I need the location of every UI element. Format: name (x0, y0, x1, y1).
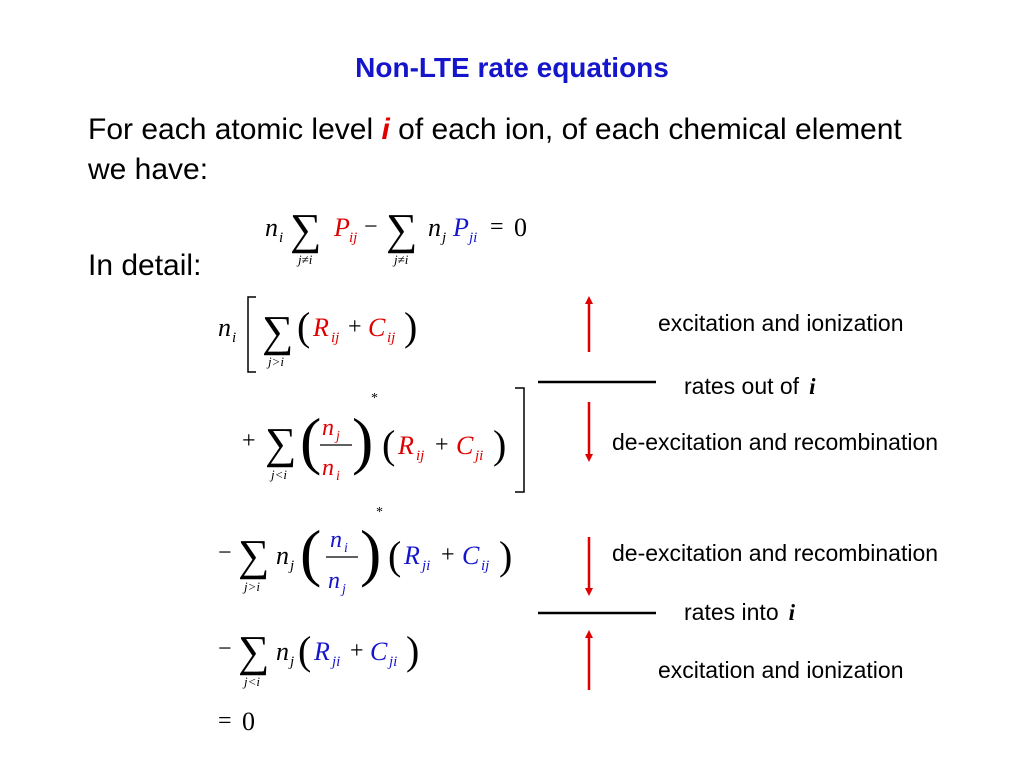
label-deexcitation-in: de-excitation and recombination (612, 540, 939, 566)
svg-text:i: i (344, 541, 348, 556)
svg-text:(: ( (297, 304, 311, 349)
svg-text:n: n (328, 568, 340, 594)
svg-text:−: − (218, 636, 232, 662)
svg-text:C: C (370, 637, 388, 666)
svg-text:∑: ∑ (262, 307, 294, 356)
svg-text:+: + (242, 428, 256, 454)
svg-text:P: P (334, 213, 350, 242)
svg-text:+: + (350, 638, 364, 664)
svg-text:j: j (336, 429, 340, 444)
svg-text:(: ( (300, 517, 322, 588)
svg-text:(: ( (388, 533, 402, 578)
svg-text:R: R (313, 313, 329, 342)
intro-level-variable: i (381, 113, 390, 146)
svg-text:ji: ji (422, 558, 431, 574)
label-excitation-in: excitation and ionization (658, 657, 904, 683)
svg-text:n: n (330, 527, 342, 553)
svg-text:R: R (404, 541, 420, 570)
svg-text:ij: ij (387, 330, 396, 346)
label-excitation-out: excitation and ionization (658, 310, 904, 336)
svg-text:n: n (276, 541, 289, 570)
svg-text:+: + (348, 314, 362, 340)
svg-text:C: C (368, 313, 386, 342)
svg-text:(: ( (298, 628, 312, 673)
svg-text:n: n (322, 415, 334, 441)
svg-text:∑: ∑ (386, 205, 418, 254)
svg-text:i: i (336, 469, 340, 484)
svg-text:i: i (279, 230, 284, 246)
svg-text:j: j (442, 230, 447, 246)
svg-text:ij: ij (349, 230, 358, 246)
svg-text:=: = (490, 214, 504, 240)
svg-text:*: * (376, 505, 383, 520)
svg-text:j>i: j>i (268, 354, 284, 369)
intro-after: of each ion, of each chemical element we have: (88, 113, 902, 186)
svg-text:P: P (453, 213, 469, 242)
svg-text:(: ( (382, 422, 396, 467)
svg-text:∑: ∑ (238, 627, 270, 676)
svg-text:): ) (406, 628, 420, 673)
svg-text:n: n (265, 213, 278, 242)
svg-text:ji: ji (475, 448, 484, 464)
rates-in-variable: i (788, 600, 795, 625)
svg-text:n: n (218, 313, 231, 342)
svg-text:j<i: j<i (244, 674, 260, 689)
label-deexcitation-out: de-excitation and recombination (612, 429, 939, 455)
svg-text:j: j (290, 558, 295, 574)
svg-text:=: = (218, 708, 232, 734)
svg-text:ij: ij (416, 448, 425, 464)
svg-text:∑: ∑ (265, 419, 297, 468)
svg-text:ij: ij (331, 330, 340, 346)
svg-text:): ) (352, 405, 374, 476)
svg-text:∑: ∑ (238, 531, 270, 580)
svg-text:j≠i: j≠i (298, 252, 313, 267)
svg-text:−: − (364, 214, 378, 240)
svg-text:R: R (398, 431, 414, 460)
detail-label: In detail: (88, 249, 202, 282)
svg-text:n: n (276, 637, 289, 666)
svg-text:i: i (232, 330, 237, 346)
svg-text:C: C (456, 431, 474, 460)
svg-text:n: n (428, 213, 441, 242)
svg-text:n: n (322, 455, 334, 481)
svg-text:): ) (404, 304, 418, 349)
level-diagram (538, 300, 656, 690)
svg-text:0: 0 (242, 707, 255, 736)
label-rates-in (684, 599, 795, 626)
rates-in-text: rates into (684, 599, 779, 625)
svg-text:j<i: j<i (271, 467, 287, 482)
main-equation (265, 205, 527, 267)
svg-text:j≠i: j≠i (394, 252, 409, 267)
rates-out-variable: i (809, 374, 816, 399)
svg-text:ij: ij (481, 558, 490, 574)
svg-text:∑: ∑ (290, 205, 322, 254)
svg-text:R: R (314, 637, 330, 666)
svg-text:ji: ji (389, 654, 398, 670)
svg-text:0: 0 (514, 213, 527, 242)
svg-text:(: ( (300, 405, 322, 476)
svg-text:C: C (462, 541, 480, 570)
svg-text:+: + (435, 432, 449, 458)
svg-text:ji: ji (469, 230, 478, 246)
svg-text:−: − (218, 540, 232, 566)
svg-text:j: j (290, 654, 295, 670)
svg-text:): ) (493, 422, 507, 467)
svg-text:+: + (441, 542, 455, 568)
svg-text:): ) (360, 517, 382, 588)
svg-text:ji: ji (332, 654, 341, 670)
slide-title: Non-LTE rate equations (355, 52, 669, 83)
intro-before: For each atomic level (88, 113, 382, 146)
svg-text:): ) (499, 533, 513, 578)
detail-equation (218, 297, 524, 736)
label-rates-out (684, 373, 815, 400)
svg-text:j>i: j>i (244, 579, 260, 594)
svg-text:j: j (342, 582, 346, 597)
svg-text:*: * (371, 391, 378, 406)
rates-out-text: rates out of (684, 373, 800, 399)
